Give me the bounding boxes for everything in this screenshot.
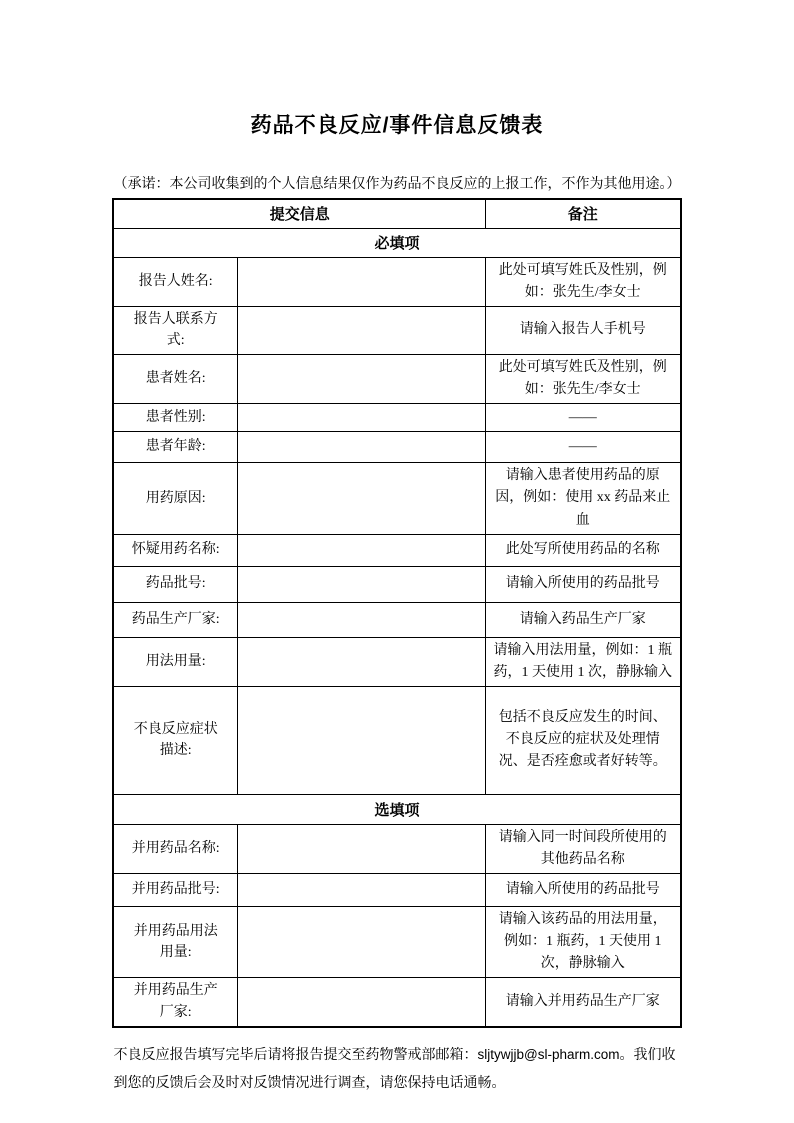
table-row [113,978,680,1027]
input-patient-gender[interactable] [237,404,485,432]
table-row [113,824,680,873]
table-row [113,404,680,432]
field-label-patient-age: 患者年龄: [113,432,237,463]
privacy-note: （承诺：本公司收集到的个人信息结果仅作为药品不良反应的上报工作，不作为其他用途。） [113,177,681,192]
column-header-submit-info: 提交信息 [113,199,485,228]
remark-adverse-reaction-description: 包括不良反应发生的时间、不良反应的症状及处理情况、是否痊愈或者好转等。 [486,686,681,794]
section-title-optional: 选填项 [113,794,680,824]
remark-dosage-usage: 请输入用法用量，例如：1 瓶药，1 天使用 1 次，静脉输入 [486,637,681,686]
table-row [113,355,680,404]
table-row [113,686,680,794]
table-row [113,637,680,686]
feedback-table [112,198,681,1028]
input-patient-name[interactable] [237,355,485,404]
remark-concomitant-drug-name: 请输入同一时间段所使用的其他药品名称 [486,824,681,873]
remark-medication-reason: 请输入患者使用药品的原因，例如：使用 xx 药品来止血 [486,463,681,534]
field-label-concomitant-drug-manufacturer: 并用药品生产厂家: [113,978,237,1027]
table-header-row [113,199,680,228]
input-adverse-reaction-description[interactable] [237,686,485,794]
remark-suspected-drug-name: 此处写所使用药品的名称 [486,534,681,566]
remark-drug-batch-number: 请输入所使用的药品批号 [486,566,681,602]
field-label-dosage-usage: 用法用量: [113,637,237,686]
field-label-reporter-contact: 报告人联系方式: [113,306,237,354]
remark-patient-name: 此处可填写姓氏及性别，例如：张先生/李女士 [486,355,681,404]
input-drug-batch-number[interactable] [237,566,485,602]
input-concomitant-drug-batch[interactable] [237,874,485,907]
email-address: sljtywjjb@sl-pharm.com [477,1046,620,1062]
remark-concomitant-drug-dosage: 请输入该药品的用法用量，例如：1 瓶药，1 天使用 1 次，静脉输入 [486,907,681,978]
table-row [113,306,680,354]
remark-patient-age: —— [486,432,681,463]
page-title: 药品不良反应/事件信息反馈表 [250,114,544,137]
input-drug-manufacturer[interactable] [237,602,485,637]
field-label-concomitant-drug-batch: 并用药品批号: [113,874,237,907]
input-suspected-drug-name[interactable] [237,534,485,566]
remark-drug-manufacturer: 请输入药品生产厂家 [486,602,681,637]
column-header-remark: 备注 [486,199,681,228]
table-row [113,534,680,566]
input-dosage-usage[interactable] [237,637,485,686]
input-medication-reason[interactable] [237,463,485,534]
field-label-patient-gender: 患者性别: [113,404,237,432]
field-label-drug-manufacturer: 药品生产厂家: [113,602,237,637]
input-reporter-contact[interactable] [237,306,485,354]
remark-concomitant-drug-batch: 请输入所使用的药品批号 [486,874,681,907]
footer-note [114,1041,681,1098]
footer-text-before: 不良反应报告填写完毕后请将报告提交至药物警戒部邮箱： [113,1047,478,1063]
table-row [113,432,680,463]
footer-text-after: 。我们收到您的反馈后会及时对反馈情况进行调查，请您保持电话通畅。 [113,1047,676,1091]
input-reporter-name[interactable] [237,257,485,306]
field-label-medication-reason: 用药原因: [113,463,237,534]
input-patient-age[interactable] [237,432,485,463]
input-concomitant-drug-name[interactable] [237,824,485,873]
remark-concomitant-drug-manufacturer: 请输入并用药品生产厂家 [486,978,681,1027]
section-row-required [113,228,680,257]
table-row [113,257,680,306]
table-row [113,602,680,637]
table-row [113,907,680,978]
table-row [113,566,680,602]
field-label-suspected-drug-name: 怀疑用药名称: [113,534,237,566]
section-title-required: 必填项 [113,228,680,257]
field-label-concomitant-drug-dosage: 并用药品用法用量: [113,907,237,978]
field-label-drug-batch-number: 药品批号: [113,566,237,602]
remark-patient-gender: —— [486,404,681,432]
table-row [113,463,680,534]
section-row-optional [113,794,680,824]
remark-reporter-name: 此处可填写姓氏及性别，例如：张先生/李女士 [486,257,681,306]
input-concomitant-drug-manufacturer[interactable] [237,978,485,1027]
input-concomitant-drug-dosage[interactable] [237,907,485,978]
field-label-reporter-name: 报告人姓名: [113,257,237,306]
field-label-adverse-reaction-description: 不良反应症状描述: [113,686,237,794]
table-row [113,874,680,907]
field-label-concomitant-drug-name: 并用药品名称: [113,824,237,873]
remark-reporter-contact: 请输入报告人手机号 [486,306,681,354]
field-label-patient-name: 患者姓名: [113,355,237,404]
